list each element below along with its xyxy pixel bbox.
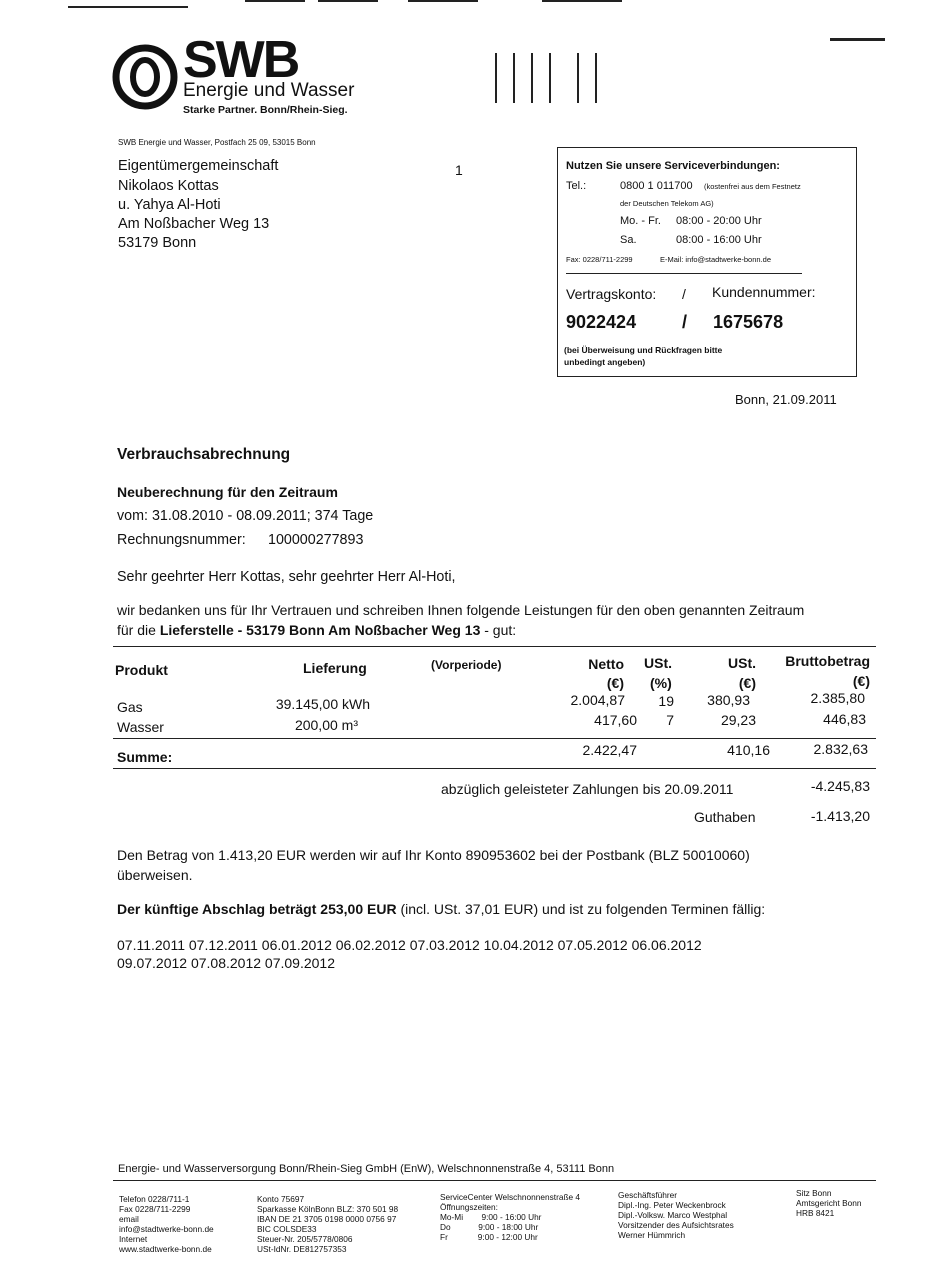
col-header-vat-rate-unit: (%) bbox=[650, 675, 672, 691]
credit-label: Guthaben bbox=[694, 809, 756, 825]
recipient-line: 53179 Bonn bbox=[118, 235, 197, 251]
hours-weekday-label: Mo. - Fr. bbox=[620, 215, 661, 227]
col-header-vat-unit: (€) bbox=[738, 675, 756, 691]
footer-rule bbox=[113, 1180, 876, 1181]
row-product: Gas bbox=[117, 699, 143, 715]
service-box-title: Nutzen Sie unsere Serviceverbindungen: bbox=[566, 160, 780, 172]
col-header-previous: (Vorperiode) bbox=[431, 658, 502, 672]
tel-note-2: der Deutschen Telekom AG) bbox=[620, 199, 714, 208]
billing-period: vom: 31.08.2010 - 08.09.2011; 374 Tage bbox=[117, 508, 374, 524]
row-vat: 29,23 bbox=[720, 712, 756, 728]
row-gross: 2.385,80 bbox=[810, 690, 865, 706]
scan-mark bbox=[830, 38, 885, 41]
service-contact-box bbox=[557, 147, 857, 377]
customer-number: 1675678 bbox=[713, 312, 784, 332]
payments-value: -4.245,83 bbox=[810, 778, 870, 794]
page-number: 1 bbox=[455, 162, 463, 178]
installment-dates: 07.11.2011 07.12.2011 06.01.2012 06.02.2012 07.03.2012 10.04.2012 07.05.2012 06.06.2012 bbox=[117, 937, 702, 953]
invoice-number-label: Rechnungsnummer: bbox=[117, 532, 246, 548]
sum-gross: 2.832,63 bbox=[813, 741, 868, 757]
logo-text: SWB bbox=[183, 31, 299, 89]
footer-bank: Konto 75697 Sparkasse KölnBonn BLZ: 370 501 98 IBAN DE 21 3705 0198 0000 0756 97 BIC COLSDE33 Steuer-Nr. 205/5778/0806 USt-IdNr. DE812757353 bbox=[257, 1194, 399, 1254]
sum-label: Summe: bbox=[117, 749, 173, 765]
scan-mark bbox=[68, 6, 188, 8]
col-header-vat-rate: USt. bbox=[644, 655, 672, 671]
swb-logo-icon bbox=[112, 44, 178, 110]
scan-mark bbox=[318, 0, 378, 2]
hours-weekday: 08:00 - 20:00 Uhr bbox=[676, 215, 762, 227]
intro-text: wir bedanken uns für Ihr Vertrauen und schreiben Ihnen folgende Leistungen für den oben genannten Zeitraum bbox=[117, 602, 805, 618]
row-delivery: 39.145,00 kWh bbox=[275, 696, 370, 712]
footer-contact: Telefon 0228/711-1 Fax 0228/711-2299 email info@stadtwerke-bonn.de Internet www.stadtwerke-bonn.de bbox=[119, 1194, 214, 1254]
footer-service-center: ServiceCenter Welschnonnenstraße 4 Öffnungszeiten: Mo-Mi 9:00 - 16:00 Uhr Do 9:00 - 18:00 Uhr Fr 9:00 - 12:00 Uhr bbox=[440, 1192, 581, 1242]
postal-barcode bbox=[495, 53, 613, 108]
sender-line: SWB Energie und Wasser, Postfach 25 09, 53015 Bonn bbox=[118, 138, 316, 147]
footer-registry: Sitz Bonn Amtsgericht Bonn HRB 8421 bbox=[796, 1188, 862, 1218]
logo-tagline: Starke Partner. Bonn/Rhein-Sieg. bbox=[183, 104, 348, 116]
row-net: 2.004,87 bbox=[570, 692, 625, 708]
payments-label: abzüglich geleisteter Zahlungen bis 20.09.2011 bbox=[441, 781, 734, 797]
credit-value: -1.413,20 bbox=[810, 808, 870, 824]
row-product: Wasser bbox=[117, 719, 164, 735]
recipient-line: Eigentümergemeinschaft bbox=[118, 158, 279, 174]
installment-amount: Der künftige Abschlag beträgt 253,00 EUR bbox=[117, 901, 397, 917]
customer-label: Kundennummer: bbox=[712, 284, 816, 300]
account-label: Vertragskonto: bbox=[566, 286, 657, 302]
recipient-line: Nikolaos Kottas bbox=[118, 178, 219, 194]
tel-label: Tel.: bbox=[566, 180, 587, 192]
col-header-net-unit: (€) bbox=[606, 675, 624, 691]
table-bottom-rule bbox=[113, 768, 876, 769]
row-vat-rate: 7 bbox=[666, 712, 674, 728]
document-subtitle: Neuberechnung für den Zeitraum bbox=[117, 484, 338, 500]
account-number: 9022424 bbox=[566, 312, 637, 332]
row-net: 417,60 bbox=[594, 712, 637, 728]
slash-separator: / bbox=[682, 312, 688, 332]
row-gross: 446,83 bbox=[823, 711, 866, 727]
delivery-point: Lieferstelle - 53179 Bonn Am Noßbacher Weg 13 bbox=[159, 622, 481, 638]
sum-vat: 410,16 bbox=[727, 742, 770, 758]
scan-mark bbox=[408, 0, 478, 2]
scan-mark bbox=[245, 0, 305, 2]
logo-subtitle: Energie und Wasser bbox=[183, 80, 355, 101]
recipient-line: u. Yahya Al-Hoti bbox=[118, 197, 221, 213]
table-sum-rule bbox=[113, 738, 876, 739]
col-header-delivery: Lieferung bbox=[303, 660, 367, 676]
slash-separator: / bbox=[682, 286, 686, 302]
hours-sat-label: Sa. bbox=[620, 234, 637, 246]
reference-note: (bei Überweisung und Rückfragen bitte bbox=[564, 345, 723, 355]
invoice-number: 100000277893 bbox=[268, 532, 364, 548]
table-top-rule bbox=[113, 646, 876, 647]
footer-company: Energie- und Wasserversorgung Bonn/Rhein-Sieg GmbH (EnW), Welschnonnenstraße 4, 53111 Bonn bbox=[118, 1163, 615, 1175]
footer-management: Geschäftsführer Dipl.-Ing. Peter Weckenbrock Dipl.-Volksw. Marco Westphal Vorsitzender des Aufsichtsrates Werner Hümmrich bbox=[618, 1190, 734, 1240]
tel-note: (kostenfrei aus dem Festnetz bbox=[704, 182, 801, 191]
row-vat: 380,93 bbox=[707, 692, 750, 708]
installment-dates-line2: 09.07.2012 07.08.2012 07.09.2012 bbox=[117, 955, 335, 971]
letter-date: Bonn, 21.09.2011 bbox=[735, 392, 837, 407]
reference-note: unbedingt angeben) bbox=[564, 357, 646, 367]
recipient-line: Am Noßbacher Weg 13 bbox=[118, 216, 270, 232]
fax-number: Fax: 0228/711-2299 bbox=[566, 255, 633, 264]
scan-mark bbox=[542, 0, 622, 2]
service-box-divider bbox=[566, 273, 802, 274]
hours-sat: 08:00 - 16:00 Uhr bbox=[676, 234, 762, 246]
email-address: E-Mail: info@stadtwerke-bonn.de bbox=[660, 255, 771, 264]
salutation: Sehr geehrter Herr Kottas, sehr geehrter Herr Al-Hoti, bbox=[117, 569, 456, 585]
transfer-text-line2: überweisen. bbox=[117, 867, 193, 883]
row-vat-rate: 19 bbox=[658, 693, 674, 709]
intro-text-line2: für die Lieferstelle - 53179 Bonn Am Noßbacher Weg 13 - gut: bbox=[117, 622, 517, 638]
document-title: Verbrauchsabrechnung bbox=[117, 446, 291, 463]
sum-net: 2.422,47 bbox=[582, 742, 637, 758]
col-header-gross-unit: (€) bbox=[852, 673, 870, 689]
col-header-gross: Bruttobetrag bbox=[785, 653, 870, 669]
col-header-vat: USt. bbox=[728, 655, 756, 671]
transfer-text: Den Betrag von 1.413,20 EUR werden wir auf Ihr Konto 890953602 bei der Postbank (BLZ 50010060) bbox=[117, 847, 750, 863]
col-header-product: Produkt bbox=[115, 662, 168, 678]
row-delivery: 200,00 m³ bbox=[294, 717, 358, 733]
installment-text: Der künftige Abschlag beträgt 253,00 EUR (incl. USt. 37,01 EUR) und ist zu folgenden Terminen fällig: bbox=[117, 901, 766, 917]
col-header-net: Netto bbox=[588, 656, 624, 672]
tel-number: 0800 1 011700 bbox=[620, 180, 693, 192]
